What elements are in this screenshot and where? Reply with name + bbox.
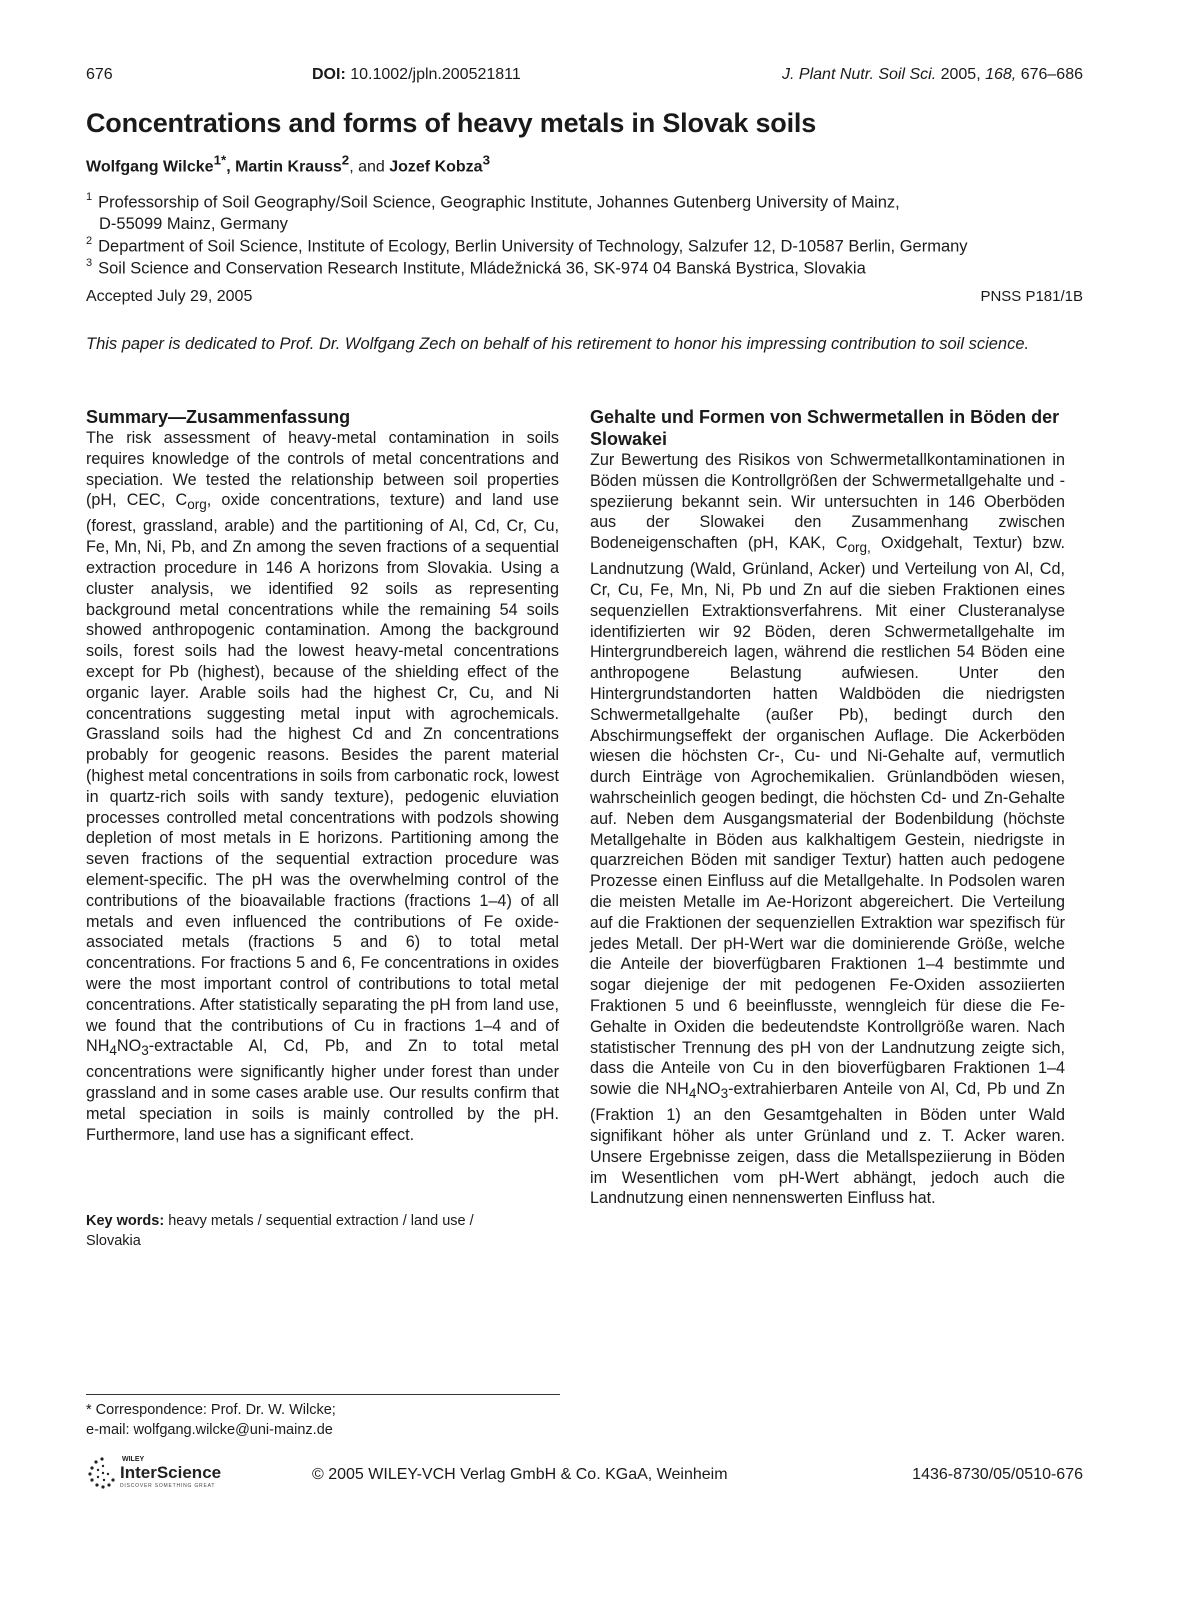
article-title: Concentrations and forms of heavy metals in Slovak soils: [86, 108, 817, 138]
author-sep: ,: [226, 158, 236, 176]
page-number: 676: [86, 66, 113, 83]
doi-value: 10.1002/jpln.200521811: [350, 66, 521, 83]
affiliation-num: 2: [86, 235, 93, 247]
keywords-text: heavy metals / sequential extraction / land use / Slovakia: [86, 1213, 474, 1249]
author-sup: 3: [482, 153, 490, 168]
footnote-line: * Correspondence: Prof. Dr. W. Wilcke;: [86, 1402, 336, 1418]
svg-text:DISCOVER SOMETHING GREAT: DISCOVER SOMETHING GREAT: [120, 1483, 216, 1489]
author-name: Martin Krauss: [235, 158, 342, 176]
author-name: Jozef Kobza: [389, 158, 483, 176]
affiliation-3: [86, 254, 866, 280]
journal-pages: 676–686: [1020, 66, 1083, 83]
affiliation-text-cont: D-55099 Mainz, Germany: [99, 214, 288, 233]
author-sup: 1*: [213, 153, 227, 168]
correspondence-footnote: [86, 1400, 336, 1440]
journal-year: 2005,: [940, 66, 981, 83]
affiliation-num: 1: [86, 191, 93, 203]
author-name: Wolfgang Wilcke: [86, 158, 214, 176]
german-text: Zur Bewertung des Risikos von Schwermetallkontaminationen in Böden müssen die Kontrollgrößen der Schwermetallgehalte und -speziierung bekannt sein. Wir untersuchten in 146 Oberböden aus der Slowakei den Zusammenhang zwischen Bodeneigenschaften (pH, KAK, $C_{org,}$ Oxidgehalt, Textur) bzw. Landnutzung (Wald, Grünland, Acker) und Verteilung von Al, Cd, Cr, Cu, Fe, Mn, Ni, Pb und Zn auf die sieben Fraktionen eines sequenziellen Extraktionsverfahrens. Mit einer Clusteranalyse identifizierten wir 92 Böden, deren Schwermetallgehalte im Hintergrundbereich lagen, während die restlichen 54 Böden eine anthropogene Belastung aufwiesen. Unter den Hintergrundstandorten hatten Waldböden die niedrigsten Schwermetallgehalte (außer Pb), bedingt durch den Abschirmungseffekt der organischen Auflage. Die Ackerböden wiesen die höchsten Cr-, Cu- und Ni-Gehalte auf, vermutlich durch Einträge von Agrochemikalien. Grünlandböden wiesen, wahrscheinlich geogen bedingt, die höchsten Cd- und Zn-Gehalte auf. Neben dem Ausgangsmaterial der Bodenbildung (höchste Metallgehalte in Böden aus kalkhaltigem Gestein, niedrigste in quarzreichen Böden mit sandiger Textur) hatten auch pedogene Prozesse einen Einfluss auf die Metallgehalte. In Podsolen waren die meisten Metalle im Ae-Horizont abgereichert. Die Verteilung auf die Fraktionen der sequenziellen Extraktion war spezifisch für jedes Metall. Der pH-Wert war die dominierende Größe, welche die Anteile der bioverfügbaren Fraktionen 1–4 bestimmte und sogar diejenige der mit pedogenen Fe-Oxiden assoziierten Fraktionen 5 und 6 beeinflusste, wenngleich für diese die Fe-Gehalte in Oxiden die bedeutendste Kontrollgröße waren. Nach statistischer Trennung des pH von der Landnutzung zeigte sich, dass die Anteile von Cu in den bioverfügbaren Fraktionen 1–4 sowie die $NH_4NO_3$-extrahierbaren Anteile von Al, Cd, Pb und Zn (Fraktion 1) an den Gesamtgehalten in Böden unter Wald signifikant höher als unter Grünland und z. T. Acker waren. Unsere Ergebnisse zeigen, dass die Metallspeziierung in Böden im Wesentlichen vom pH-Wert abhängt, jedoch auch die Landnutzung einen nennenswerten Einfluss hat.: [590, 451, 1066, 1208]
summary-heading: Summary—Zusammenfassung: [86, 407, 351, 427]
affiliation-text: Professorship of Soil Geography/Soil Science, Geographic Institute, Johannes Gutenberg University of Mainz,: [98, 193, 900, 212]
german-heading: Gehalte und Formen von Schwermetallen in Böden der Slowakei: [590, 407, 1060, 449]
doi-label: DOI:: [312, 66, 346, 83]
affiliation-num: 3: [86, 257, 93, 269]
author-sup: 2: [341, 153, 350, 168]
affiliation-1: [86, 188, 1086, 235]
author-list: [86, 153, 490, 176]
doi-line[interactable]: [312, 66, 521, 84]
footnote-divider: [86, 1394, 560, 1395]
svg-text:InterScience: InterScience: [120, 1463, 222, 1482]
journal-volume: 168,: [985, 66, 1017, 83]
summary-text: The risk assessment of heavy-metal contamination in soils requires knowledge of the controls of metal concentrations and speciation. We tested the relationship between soil properties (pH, CEC, $C_{org}$, oxide concentrations, texture) and land use (forest, grassland, arable) and the partitioning of Al, Cd, Cr, Cu, Fe, Mn, Ni, Pb, and Zn among the seven fractions of a sequential extraction procedure in 146 A horizons from Slovakia. Using a cluster analysis, we identified 92 soils as representing background metal concentrations while the remaining 54 soils showed anthropogenic contamination. Among the background soils, forest soils had the lowest heavy-metal concentrations except for Pb (highest), because of the shielding effect of the organic layer. Arable soils had the highest Cr, Cu, and Ni concentrations suggesting metal input with agrochemicals. Grassland soils had the highest Cd and Zn concentrations probably for geogenic reasons. Besides the parent material (highest metal concentrations in soils from carbonatic rock, lowest in quartz-rich soils with sandy texture), pedogenic eluviation processes controlled metal concentrations with podzols showing depletion of most metals in E horizons. Partitioning among the seven fractions of the sequential extraction procedure was element-specific. The pH was the overwhelming control of the contributions of the bioavailable fractions (fractions 1–4) of all metals and even influenced the contributions of Fe oxide-associated metals (fractions 5 and 6) to total metal concentrations. For fractions 5 and 6, Fe concentrations in oxides were the most important control of contributions to total metal concentrations. After statistically separating the pH from land use, we found that the contributions of Cu in fractions 1–4 and of $NH_4NO_3$-extractable Al, Cd, Pb, and Zn to total metal concentrations were significantly higher under forest than under grassland and in some cases arable use. Our results confirm that metal speciation in soils is mainly controlled by the pH. Furthermore, land use has a significant effect.: [86, 429, 559, 1144]
wiley-interscience-logo: [86, 1452, 246, 1492]
keywords-label: Key words:: [86, 1213, 165, 1229]
dedication: This paper is dedicated to Prof. Dr. Wolfgang Zech on behalf of his retirement to honor his impressing contribution to soil science.: [86, 335, 1030, 353]
accepted-date: Accepted July 29, 2005: [86, 288, 253, 305]
copyright-notice: © 2005 WILEY-VCH Verlag GmbH & Co. KGaA, Weinheim: [312, 1466, 728, 1483]
footnote-email[interactable]: e-mail: wolfgang.wilcke@uni-mainz.de: [86, 1422, 333, 1438]
keywords: [86, 1211, 526, 1251]
journal-name: J. Plant Nutr. Soil Sci.: [782, 66, 937, 83]
author-sep: , and: [349, 158, 390, 176]
svg-text:WILEY: WILEY: [122, 1456, 145, 1463]
pnss-code: PNSS P181/1B: [980, 288, 1083, 305]
journal-citation: [782, 66, 1083, 84]
affiliation-text: Department of Soil Science, Institute of Ecology, Berlin University of Technology, Salzufer 12, D-10587 Berlin, Germany: [98, 237, 968, 256]
german-summary-column: [590, 406, 1065, 1209]
affiliation-text: Soil Science and Conservation Research Institute, Mládežnická 36, SK-974 04 Banská Bystrica, Slovakia: [98, 259, 866, 278]
issn-code: 1436-8730/05/0510-676: [912, 1466, 1083, 1483]
summary-column: [86, 406, 559, 1146]
